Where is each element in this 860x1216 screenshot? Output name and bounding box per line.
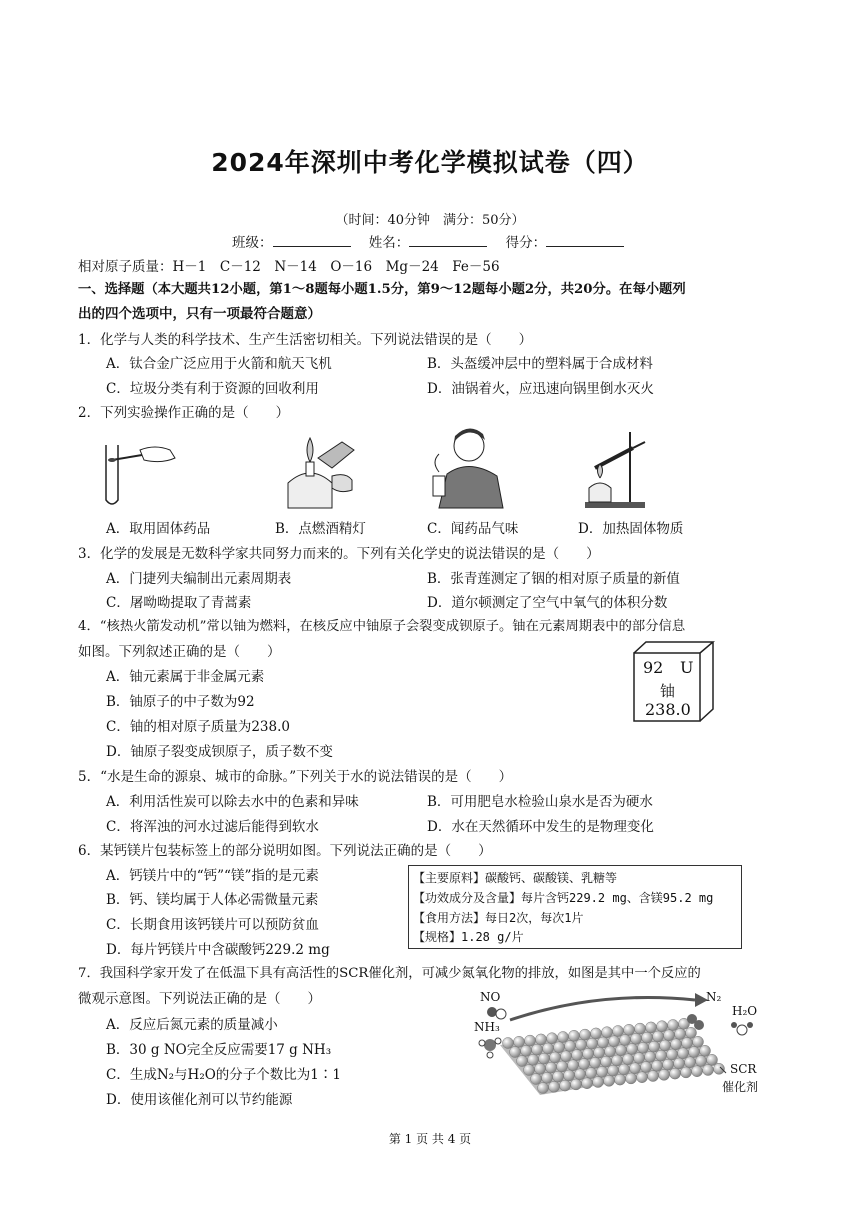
label-line: 【规格】1.28 g/片 <box>413 930 524 944</box>
label-line: 【功效成分及含量】每片含钙229.2 mg、含镁95.2 mg <box>413 891 714 905</box>
name-label: 姓名： <box>368 235 410 251</box>
atomic-masses: 相对原子质量：H－1 C－12 N－14 O－16 Mg－24 Fe－56 <box>78 259 500 275</box>
diagram-label-nh3: NH₃ <box>474 1020 500 1034</box>
q3-stem: 3．化学的发展是无数科学家共同努力而来的。下列有关化学史的说法错误的是（ ） <box>78 546 600 562</box>
student-info-fields <box>232 231 624 251</box>
q6-option-b: B．钙、镁均属于人体必需微量元素 <box>106 892 319 908</box>
q6-stem: 6．某钙镁片包装标签上的部分说明如图。下列说法正确的是（ ） <box>78 843 492 859</box>
diagram-label-n2: N₂ <box>706 990 722 1004</box>
q1-option-a: A．钛合金广泛应用于火箭和航天飞机 <box>106 356 332 372</box>
solid-sampling-illustration <box>100 430 180 515</box>
score-label: 得分： <box>505 235 547 251</box>
section-header-line2: 出的四个选项中，只有一项最符合题意） <box>78 306 321 322</box>
element-symbol: U <box>680 658 694 677</box>
diagram-label-h2o: H₂O <box>732 1004 758 1018</box>
class-label: 班级： <box>232 235 273 251</box>
q3-option-d: D．道尔顿测定了空气中氧气的体积分数 <box>427 595 668 611</box>
score-field[interactable] <box>546 234 624 247</box>
diagram-label-scr: SCR <box>730 1062 757 1076</box>
name-field[interactable] <box>409 234 487 247</box>
q2-stem: 2．下列实验操作正确的是（ ） <box>78 405 290 421</box>
q6-option-c: C．长期食用该钙镁片可以预防贫血 <box>106 917 319 933</box>
alcohol-lamp-illustration <box>280 428 360 516</box>
q2-option-a: A．取用固体药品 <box>106 521 211 537</box>
smelling-illustration <box>425 424 511 510</box>
q5-option-b: B．可用肥皂水检验山泉水是否为硬水 <box>427 794 653 810</box>
q7-option-c: C．生成N₂与H₂O的分子个数比为1∶1 <box>106 1067 341 1083</box>
q4-stem-line2: 如图。下列叙述正确的是（ ） <box>78 644 281 660</box>
label-line: 【主要原料】碳酸钙、碳酸镁、乳糖等 <box>413 871 618 885</box>
q6-option-a: A．钙镁片中的“钙”“镁”指的是元素 <box>106 868 319 884</box>
q3-option-a: A．门捷列夫编制出元素周期表 <box>106 571 292 587</box>
q5-option-d: D．水在天然循环中发生的是物理变化 <box>427 819 654 835</box>
q1-option-d: D．油锅着火，应迅速向锅里倒水灭火 <box>427 381 654 397</box>
q7-option-b: B．30 g NO完全反应需要17 g NH₃ <box>106 1042 332 1058</box>
section-header-line1: 一、选择题（本大题共12小题，第1～8题每小题1.5分，第9～12题每小题2分，共20分。在每小题列 <box>78 282 686 297</box>
label-line: 【食用方法】每日2次，每次1片 <box>413 911 584 925</box>
class-field[interactable] <box>273 234 351 247</box>
q7-option-a: A．反应后氮元素的质量减小 <box>106 1017 278 1033</box>
q2-option-b: B．点燃酒精灯 <box>275 521 366 537</box>
q2-option-d: D．加热固体物质 <box>578 521 684 537</box>
q7-stem-line1: 7．我国科学家开发了在低温下具有高活性的SCR催化剂，可减少氮氧化物的排放，如图是其中一个反应的 <box>78 966 701 981</box>
element-mass: 238.0 <box>645 700 691 719</box>
element-name: 铀 <box>660 682 676 700</box>
exam-info: （时间：40分钟 满分：50分） <box>335 213 525 228</box>
q4-option-b: B．铀原子的中子数为92 <box>106 694 255 710</box>
element-number: 92 <box>643 658 664 677</box>
q7-option-d: D．使用该催化剂可以节约能源 <box>106 1092 293 1108</box>
diagram-label-catalyst: 催化剂 <box>722 1080 759 1094</box>
diagram-label-no: NO <box>480 990 501 1004</box>
page-title: 2024年深圳中考化学模拟试卷（四） <box>211 148 649 177</box>
q7-stem-line2: 微观示意图。下列说法正确的是（ ） <box>78 991 321 1007</box>
q5-option-a: A．利用活性炭可以除去水中的色素和异味 <box>106 794 359 810</box>
q3-option-c: C．屠呦呦提取了青蒿素 <box>106 595 252 611</box>
q1-stem: 1．化学与人类的科学技术、生产生活密切相关。下列说法错误的是（ ） <box>78 332 533 348</box>
product-label-box <box>408 865 742 949</box>
q4-stem-line1: 4．“核热火箭发动机”常以铀为燃料，在核反应中铀原子会裂变成钡原子。铀在元素周期表中的部分信息 <box>78 619 686 634</box>
q6-option-d: D．每片钙镁片中含碳酸钙229.2 mg <box>106 942 330 958</box>
q4-option-a: A．铀元素属于非金属元素 <box>106 669 265 685</box>
q4-option-d: D．铀原子裂变成钡原子，质子数不变 <box>106 744 333 760</box>
heating-solid-illustration <box>575 428 665 510</box>
q3-option-b: B．张青莲测定了铟的相对原子质量的新值 <box>427 571 680 587</box>
q5-stem: 5．“水是生命的源泉、城市的命脉。”下列关于水的说法错误的是（ ） <box>78 769 513 785</box>
q1-option-c: C．垃圾分类有利于资源的回收利用 <box>106 381 319 397</box>
q1-option-b: B．头盔缓冲层中的塑料属于合成材料 <box>427 356 653 372</box>
q5-option-c: C．将浑浊的河水过滤后能得到软水 <box>106 819 319 835</box>
q4-option-c: C．铀的相对原子质量为238.0 <box>106 719 290 735</box>
page-footer: 第 1 页 共 4 页 <box>388 1132 472 1146</box>
q2-option-c: C．闻药品气味 <box>427 521 519 537</box>
